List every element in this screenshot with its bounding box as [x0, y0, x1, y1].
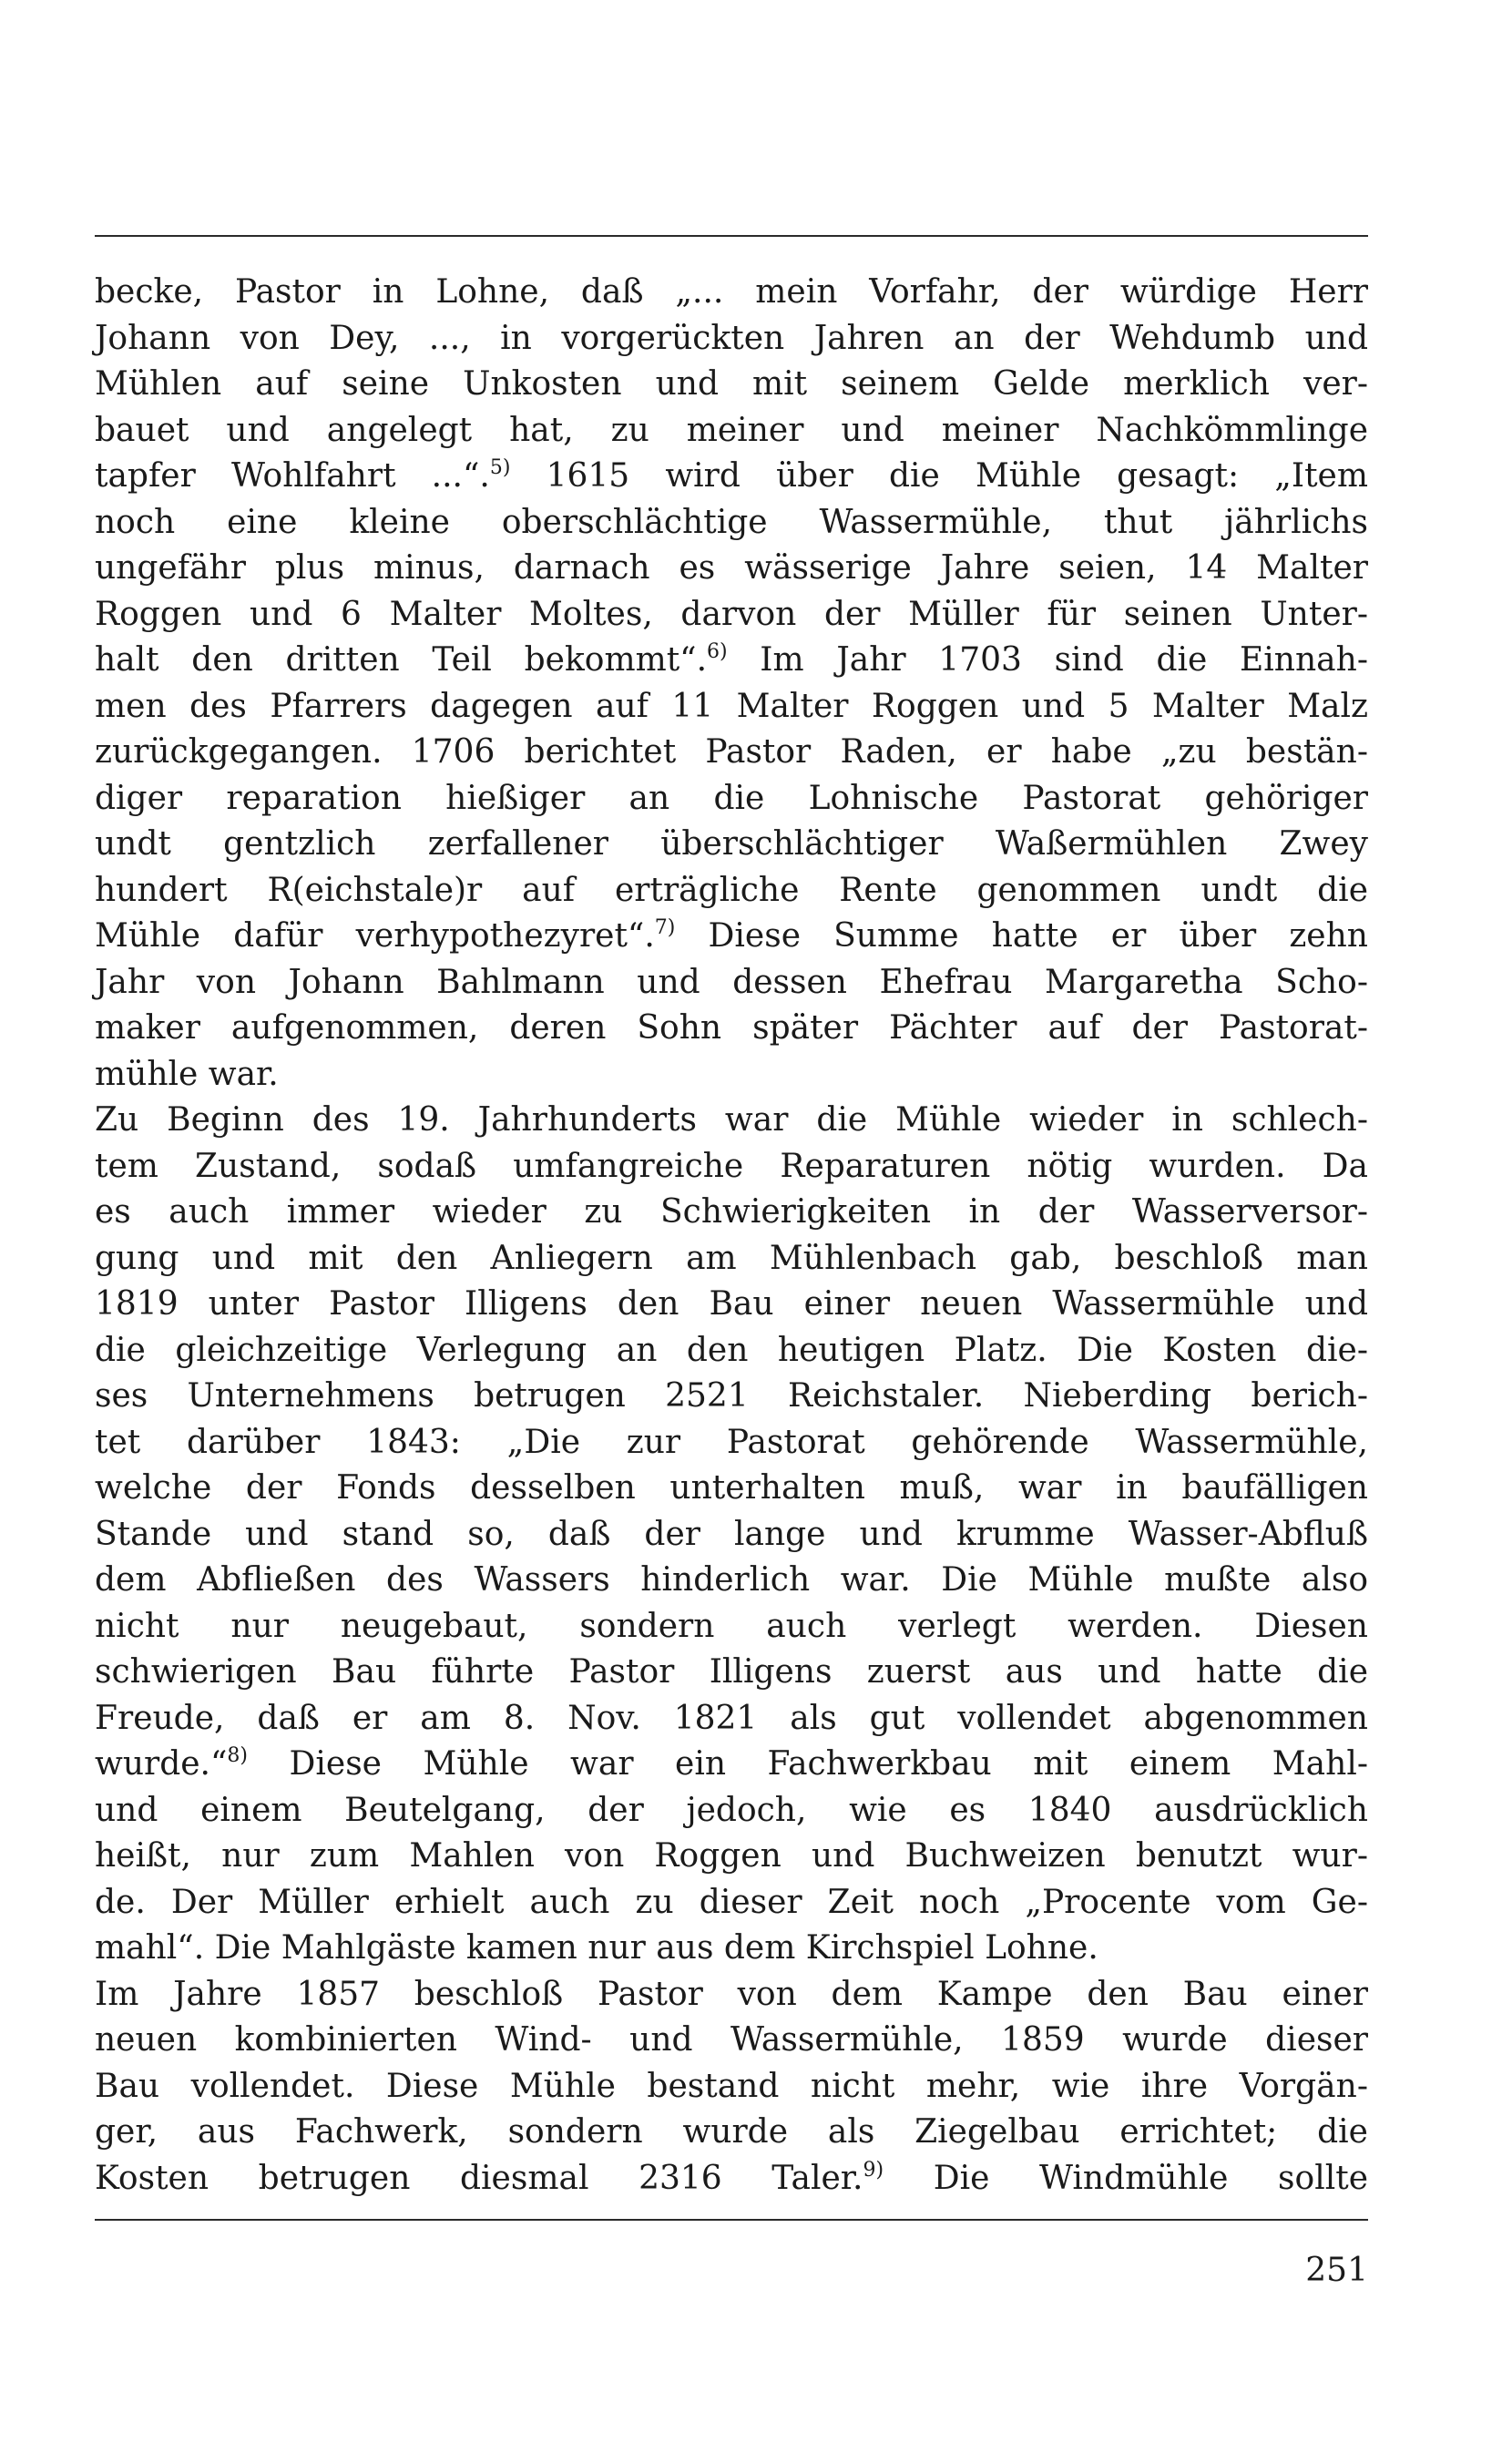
- footnote-marker: 7): [654, 916, 676, 939]
- text-line: zurückgegangen. 1706 berichtet Pastor Raden, er habe „zu bestän-: [95, 733, 1368, 771]
- text-line: Mühlen auf seine Unkosten und mit seinem Gelde merklich ver-: [95, 365, 1368, 403]
- text-line: welche der Fonds desselben unterhalten muß, war in baufälligen: [95, 1469, 1368, 1507]
- paragraph: [95, 1972, 1368, 2202]
- text-line: Im Jahre 1857 beschloß Pastor von dem Kampe den Bau einer: [95, 1975, 1368, 2013]
- text-line: nicht nur neugebaut, sondern auch verlegt werden. Diesen: [95, 1607, 1368, 1645]
- text-line: halt den dritten Teil bekommt“.$^{6)}$ Im Jahr 1703 sind die Einnah-: [95, 640, 1368, 679]
- text-line: tem Zustand, sodaß umfangreiche Reparaturen nötig wurden. Da: [95, 1147, 1368, 1185]
- text-line: neuen kombinierten Wind- und Wassermühle, 1859 wurde dieser: [95, 2021, 1368, 2059]
- text-line: tet darüber 1843: „Die zur Pastorat gehörende Wassermühle,: [95, 1423, 1368, 1461]
- text-line: schwierigen Bau führte Pastor Illigens zuerst aus und hatte die: [95, 1653, 1368, 1691]
- text-line: Johann von Dey, ..., in vorgerückten Jahren an der Wehdumb und: [95, 319, 1368, 357]
- header-rule: [95, 235, 1368, 237]
- text-line: 1819 unter Pastor Illigens den Bau einer neuen Wassermühle und: [95, 1285, 1368, 1323]
- footnote-marker: 6): [707, 640, 728, 663]
- text-line: Kosten betrugen diesmal 2316 Taler.$^{9)}$ Die Windmühle sollte: [95, 2158, 1368, 2197]
- text-line: tapfer Wohlfahrt ...“.$^{5)}$ 1615 wird über die Mühle gesagt: „Item: [95, 456, 1368, 495]
- text-line: ses Unternehmens betrugen 2521 Reichstaler. Nieberding berich-: [95, 1377, 1368, 1415]
- text-line: mühle war.: [95, 1055, 279, 1093]
- text-line: Mühle dafür verhypothezyret“.$^{7)}$ Diese Summe hatte er über zehn: [95, 916, 1368, 955]
- text-line: Freude, daß er am 8. Nov. 1821 als gut vollendet abgenommen: [95, 1699, 1368, 1737]
- text-line: heißt, nur zum Mahlen von Roggen und Buchweizen benutzt wur-: [95, 1837, 1368, 1875]
- footnote-marker: 5): [489, 456, 511, 479]
- text-line: dem Abfließen des Wassers hinderlich war. Die Mühle mußte also: [95, 1561, 1368, 1599]
- text-line: hundert R(eichstale)r auf erträgliche Rente genommen undt die: [95, 871, 1368, 909]
- text-line: Bau vollendet. Diese Mühle bestand nicht mehr, wie ihre Vorgän-: [95, 2067, 1368, 2105]
- text-line: Zu Beginn des 19. Jahrhunderts war die Mühle wieder in schlech-: [95, 1101, 1368, 1139]
- footer-rule: [95, 2219, 1368, 2221]
- page-number: 251: [1305, 2252, 1368, 2289]
- paragraph: [95, 1098, 1368, 1972]
- text-line: wurde.“$^{8)}$ Diese Mühle war ein Fachwerkbau mit einem Mahl-: [95, 1744, 1368, 1783]
- text-line: undt gentzlich zerfallener überschlächtiger Waßermühlen Zwey: [95, 825, 1368, 863]
- text-line: Jahr von Johann Bahlmann und dessen Ehefrau Margaretha Scho-: [95, 963, 1368, 1001]
- text-line: noch eine kleine oberschlächtige Wassermühle, thut jährlichs: [95, 503, 1368, 541]
- footnote-marker: 9): [863, 2158, 884, 2182]
- paragraph: [95, 270, 1368, 1098]
- text-line: diger reparation hießiger an die Lohnische Pastorat gehöriger: [95, 779, 1368, 817]
- text-line: die gleichzeitige Verlegung an den heutigen Platz. Die Kosten die-: [95, 1331, 1368, 1369]
- body-text: [95, 270, 1368, 2202]
- text-line: bauet und angelegt hat, zu meiner und meiner Nachkömmlinge: [95, 411, 1368, 449]
- text-line: mahl“. Die Mahlgäste kamen nur aus dem Kirchspiel Lohne.: [95, 1929, 1098, 1967]
- text-line: ungefähr plus minus, darnach es wässerige Jahre seien, 14 Malter: [95, 549, 1368, 587]
- text-line: becke, Pastor in Lohne, daß „... mein Vorfahr, der würdige Herr: [95, 273, 1368, 311]
- text-line: Stande und stand so, daß der lange und krumme Wasser-Abfluß: [95, 1515, 1368, 1553]
- text-line: und einem Beutelgang, der jedoch, wie es 1840 ausdrücklich: [95, 1791, 1368, 1829]
- text-line: men des Pfarrers dagegen auf 11 Malter Roggen und 5 Malter Malz: [95, 687, 1368, 725]
- text-line: ger, aus Fachwerk, sondern wurde als Ziegelbau errichtet; die: [95, 2113, 1368, 2151]
- text-line: de. Der Müller erhielt auch zu dieser Zeit noch „Procente vom Ge-: [95, 1883, 1368, 1921]
- text-line: es auch immer wieder zu Schwierigkeiten in der Wasserversor-: [95, 1193, 1368, 1231]
- text-line: maker aufgenommen, deren Sohn später Pächter auf der Pastorat-: [95, 1009, 1368, 1047]
- text-line: gung und mit den Anliegern am Mühlenbach gab, beschloß man: [95, 1239, 1368, 1277]
- footnote-marker: 8): [227, 1744, 248, 1767]
- text-line: Roggen und 6 Malter Moltes, darvon der Müller für seinen Unter-: [95, 595, 1368, 633]
